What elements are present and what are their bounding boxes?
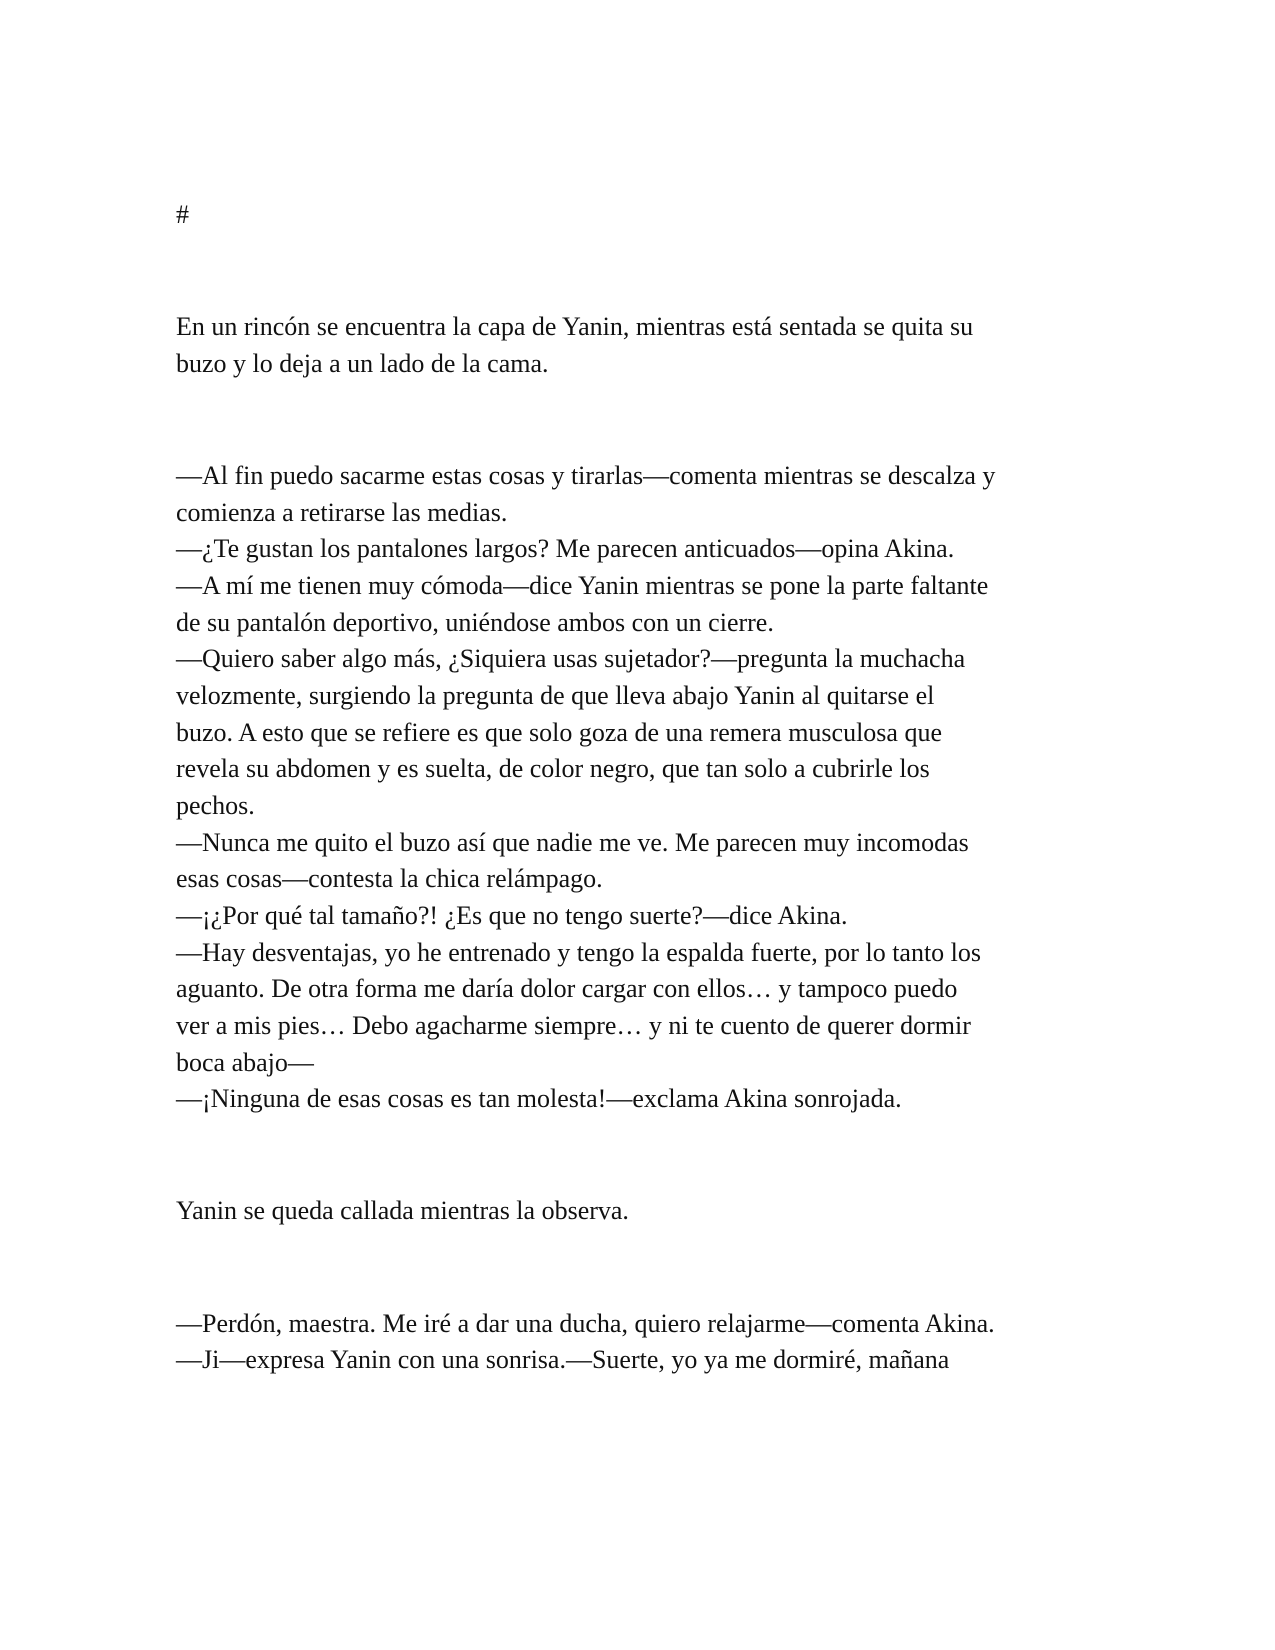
text-line: esas cosas—contesta la chica relámpago. xyxy=(176,864,603,893)
text-line: —Ji—expresa Yanin con una sonrisa.—Suerte, yo ya me dormiré, mañana xyxy=(176,1345,950,1374)
text-line: buzo y lo deja a un lado de la cama. xyxy=(176,349,549,378)
section-heading: # xyxy=(176,200,189,229)
text-line: —¡Ninguna de esas cosas es tan molesta!—exclama Akina sonrojada. xyxy=(176,1084,902,1113)
text-line: —A mí me tienen muy cómoda—dice Yanin mientras se pone la parte faltante xyxy=(176,571,989,600)
text-line: —¿Te gustan los pantalones largos? Me parecen anticuados—opina Akina. xyxy=(176,534,955,563)
text-line: Yanin se queda callada mientras la observa. xyxy=(176,1196,629,1225)
text-line: boca abajo— xyxy=(176,1048,314,1077)
text-line: de su pantalón deportivo, uniéndose ambos con un cierre. xyxy=(176,608,774,637)
text-line: pechos. xyxy=(176,791,255,820)
text-line: En un rincón se encuentra la capa de Yanin, mientras está sentada se quita su xyxy=(176,312,974,341)
text-line: ver a mis pies… Debo agacharme siempre… y ni te cuento de querer dormir xyxy=(176,1011,971,1040)
text-line: —Al fin puedo sacarme estas cosas y tirarlas—comenta mientras se descalza y xyxy=(176,461,996,490)
text-line: —Quiero saber algo más, ¿Siquiera usas sujetador?—pregunta la muchacha xyxy=(176,644,966,673)
text-line: revela su abdomen y es suelta, de color negro, que tan solo a cubrirle los xyxy=(176,754,930,783)
text-line: —Perdón, maestra. Me iré a dar una ducha, quiero relajarme—comenta Akina. xyxy=(176,1309,995,1338)
text-line: —¡¿Por qué tal tamaño?! ¿Es que no tengo suerte?—dice Akina. xyxy=(176,901,848,930)
text-line: velozmente, surgiendo la pregunta de que lleva abajo Yanin al quitarse el xyxy=(176,681,935,710)
text-line: —Nunca me quito el buzo así que nadie me ve. Me parecen muy incomodas xyxy=(176,828,969,857)
text-line: comienza a retirarse las medias. xyxy=(176,498,508,527)
text-line: —Hay desventajas, yo he entrenado y tengo la espalda fuerte, por lo tanto los xyxy=(176,938,982,967)
text-line: buzo. A esto que se refiere es que solo goza de una remera musculosa que xyxy=(176,718,943,747)
text-line: aguanto. De otra forma me daría dolor cargar con ellos… y tampoco puedo xyxy=(176,974,958,1003)
